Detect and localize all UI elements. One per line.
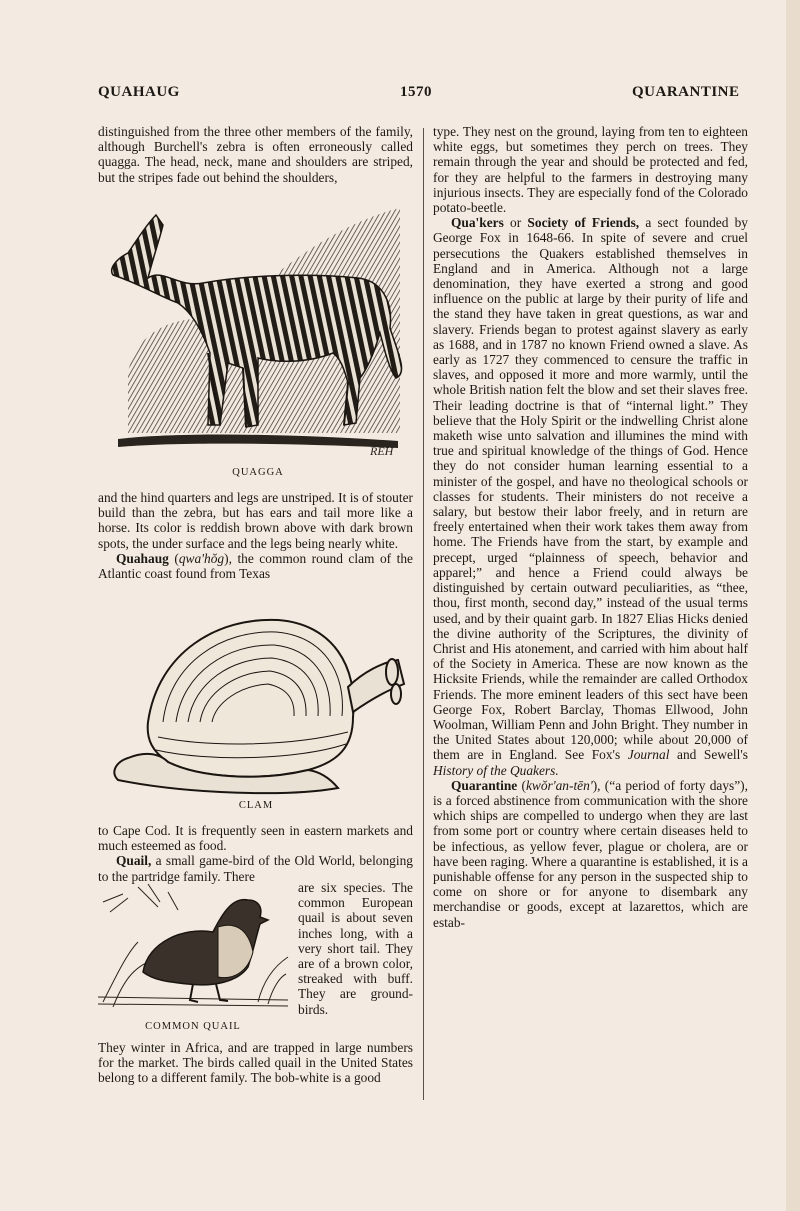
society-of-friends-headword: Society of Friends, [527, 215, 640, 231]
quail-headword: Quail, [116, 853, 152, 869]
page-number: 1570 [400, 84, 432, 100]
quail-text-wrap: are six species. The common European quail is about seven inches long, with a very short tail. They are of a brown color, streaked with buff. They are ground-birds. [298, 880, 413, 1017]
running-head-right: QUARANTINE [632, 84, 740, 100]
quahaug-pronunciation: qwa'hŏg [178, 550, 225, 566]
quagga-text-bottom: and the hind quarters and legs are unstriped. It is of stouter build than the zebra, but has ears and tail more like a horse. Its color is reddish brown above with dark brown spots, the under surface and the legs being nearly white. Quahaug (qwa'hŏg), the common round clam of the Atlantic coast found from Texas [98, 490, 413, 582]
quail-continued: type. They nest on the ground, laying from ten to eighteen white eggs, but sometimes they perch on trees. They remain through the year and should be protected and fed, for they are helpful to the farmers in destroying many injurious insects. They are especially fond of the Colorado potato-beetle. [433, 124, 748, 216]
quagga-illustration [108, 203, 408, 461]
quagga-text-top: distinguished from the three other members of the family, although Burchell's zebra is often erroneously called quagga. The head, neck, mane and shoulders are striped, but the stripes fade out behind the shoulders, [98, 124, 413, 185]
quahaug-text-bottom: to Cape Cod. It is frequently seen in eastern markets and much esteemed as food. Quail, a small game-bird of the Old World, belonging to the partridge family. There [98, 823, 413, 884]
quail-caption: COMMON QUAIL [145, 1021, 241, 1032]
clam-illustration [108, 612, 408, 802]
history-title: History of the Quakers. [433, 762, 559, 778]
column-rule [423, 128, 424, 1100]
journal-title: Journal [627, 747, 670, 763]
quarantine-headword: Quarantine [451, 777, 518, 793]
artist-signature: REH [370, 444, 394, 458]
clam-caption: CLAM [238, 800, 274, 811]
quail-text-bottom: They winter in Africa, and are trapped in large numbers for the market. The birds called quail in the United States belong to a different family. The bob-white is a good [98, 1040, 413, 1086]
quakers-entry: Qua'kers or Society of Friends, a sect founded by George Fox in 1648-66. In spite of severe and cruel persecutions the Quakers established themselves in England and in America. Although not a large denomination, they have exerted a strong and good influence on the public at large by their purity of life and the stand they have taken in great questions, as war and slavery. Friends began to protest against slavery as early as 1688, and in 1787 no known Friend owned a slave. As early as 1727 they commenced to censure the traffic in slaves, and opposed it more and more warmly, until the whole British nation felt the blow and set their slaves free. Their leading doctrine is that of “internal light.” They believe that the Holy Spirit or the indwelling Christ alone maketh wise unto salvation and illumines the mind with true and spiritual knowledge of the things of God. Hence they do not consider human learning essential to a minister of the gospel, and have no theological schools or classes for students. Their ministers do not receive a salary, but bestow their labor freely, and in return are freely entertained when their work takes them away from home. The Friends have from the start, by example and precept, urged “plainness of speech, behavior and apparel;” and hence a Friend could always be distinguished by certain outward peculiarities, as “thee, thou, first month, second day,” instead of the usual terms used, and by their quaint garb. In 1827 Elias Hicks denied the divine authority of the Scriptures, the divinity of Christ and His atonement, and carried with him about half of the Society in America. These are now known as the Hicksite Friends, while the remainder are called Orthodox Friends. The more eminent leaders of this sect have been George Fox, Robert Barclay, Thomas Ellwood, John Woolman, William Penn and John Bright. They number in the United States about 120,000; while about 20,000 of them are in England. See Fox's Journal and Sewell's History of the Quakers. [433, 215, 749, 778]
quail-illustration [98, 882, 290, 1014]
quahaug-entry: Quahaug (qwa'hŏg), the common round clam of the Atlantic coast found from Texas [98, 550, 413, 582]
quarantine-entry: Quarantine (kwŏr'an-tēn'), (“a period of forty days”), is a forced abstinence from communication with the shore which ships are compelled to undergo when they are last from some port or country where certain diseases held to be infectious, as yellow fever, plague or cholera, are or have been raging. Where a quarantine is established, it is a punishable offense for any person in the suspected ship to come on shore or for anyone to disembark any merchandise or goods, except at lazarettos, which are estab- [433, 777, 748, 930]
right-column [433, 124, 748, 930]
quail-entry: Quail, a small game-bird of the Old World, belonging to the partridge family. There [98, 853, 413, 884]
quarantine-pronunciation: kwŏr'an-tēn' [525, 777, 593, 793]
page-edge [786, 0, 800, 1211]
quagga-caption: QUAGGA [232, 467, 284, 478]
quakers-headword: Qua'kers [451, 215, 504, 231]
running-head-left: QUAHAUG [98, 84, 180, 100]
quahaug-headword: Quahaug [116, 550, 169, 566]
